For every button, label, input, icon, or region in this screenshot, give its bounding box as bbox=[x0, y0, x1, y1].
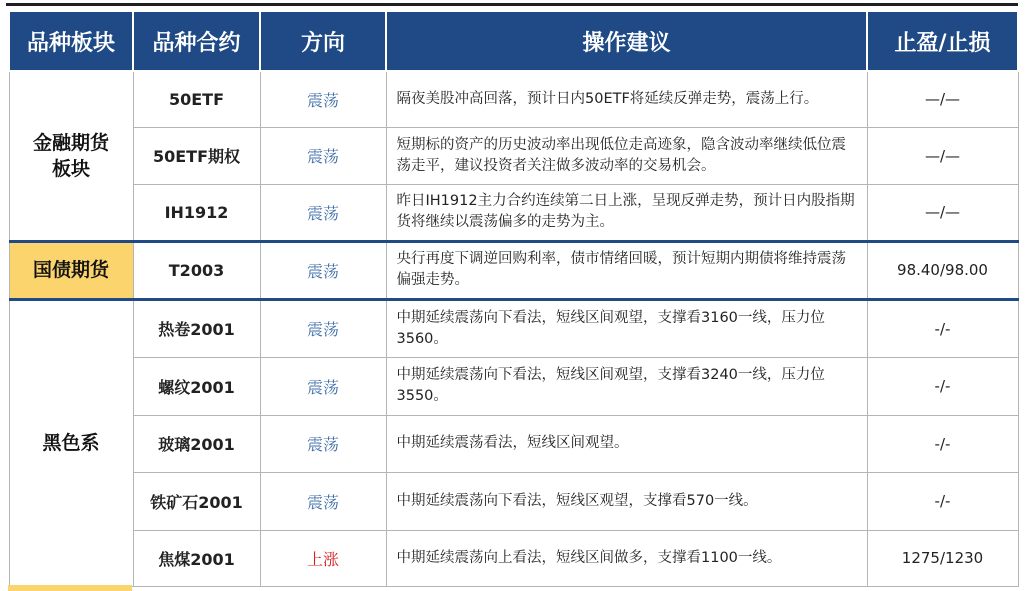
direction-cell: 震荡 bbox=[260, 184, 386, 241]
contract-cell: 玻璃2001 bbox=[133, 415, 260, 472]
header-sector: 品种板块 bbox=[9, 11, 133, 71]
direction-cell: 上涨 bbox=[260, 530, 386, 586]
stop-cell: —/— bbox=[867, 71, 1018, 127]
direction-cell: 震荡 bbox=[260, 472, 386, 530]
trading-advice-table bbox=[8, 10, 1019, 587]
stop-cell: -/- bbox=[867, 415, 1018, 472]
advice-cell: 昨日IH1912主力合约连续第二日上涨，呈现反弹走势，预计日内股指期货将继续以震荡偏多的走势为主。 bbox=[386, 184, 867, 241]
sector-cell-financial: 金融期货 板块 bbox=[9, 71, 133, 241]
direction-cell: 震荡 bbox=[260, 415, 386, 472]
advice-cell: 中期延续震荡向下看法，短线区观望，支撑看570一线。 bbox=[386, 472, 867, 530]
next-sector-edge bbox=[8, 585, 132, 591]
stop-cell: -/- bbox=[867, 357, 1018, 415]
stop-cell: —/— bbox=[867, 127, 1018, 184]
contract-cell: 焦煤2001 bbox=[133, 530, 260, 586]
direction-cell: 震荡 bbox=[260, 71, 386, 127]
contract-cell: T2003 bbox=[133, 241, 260, 299]
table-row bbox=[9, 357, 1018, 415]
advice-cell: 中期延续震荡向下看法，短线区间观望，支撑看3160一线，压力位3560。 bbox=[386, 299, 867, 357]
header-direction: 方向 bbox=[260, 11, 386, 71]
top-rule bbox=[6, 3, 1018, 6]
sector-cell-ferrous: 黑色系 bbox=[9, 299, 133, 586]
table-row bbox=[9, 530, 1018, 586]
advice-cell: 短期标的资产的历史波动率出现低位走高迹象，隐含波动率继续低位震荡走平，建议投资者关注做多波动率的交易机会。 bbox=[386, 127, 867, 184]
header-advice: 操作建议 bbox=[386, 11, 867, 71]
advice-cell: 隔夜美股冲高回落，预计日内50ETF将延续反弹走势，震荡上行。 bbox=[386, 71, 867, 127]
contract-cell: IH1912 bbox=[133, 184, 260, 241]
stop-cell: 1275/1230 bbox=[867, 530, 1018, 586]
table-row bbox=[9, 127, 1018, 184]
advice-cell: 中期延续震荡向下看法，短线区间观望，支撑看3240一线，压力位3550。 bbox=[386, 357, 867, 415]
table-row bbox=[9, 241, 1018, 299]
stop-cell: -/- bbox=[867, 472, 1018, 530]
contract-cell: 50ETF bbox=[133, 71, 260, 127]
table-row bbox=[9, 71, 1018, 127]
table-row bbox=[9, 184, 1018, 241]
direction-cell: 震荡 bbox=[260, 241, 386, 299]
header-contract: 品种合约 bbox=[133, 11, 260, 71]
table-row bbox=[9, 472, 1018, 530]
table-row bbox=[9, 415, 1018, 472]
table-header-row bbox=[9, 11, 1018, 71]
table-row bbox=[9, 299, 1018, 357]
direction-cell: 震荡 bbox=[260, 357, 386, 415]
contract-cell: 50ETF期权 bbox=[133, 127, 260, 184]
stop-cell: -/- bbox=[867, 299, 1018, 357]
contract-cell: 热卷2001 bbox=[133, 299, 260, 357]
stop-cell: 98.40/98.00 bbox=[867, 241, 1018, 299]
direction-cell: 震荡 bbox=[260, 299, 386, 357]
advice-cell: 中期延续震荡向上看法，短线区间做多，支撑看1100一线。 bbox=[386, 530, 867, 586]
sector-cell-bond: 国债期货 bbox=[9, 241, 133, 299]
contract-cell: 螺纹2001 bbox=[133, 357, 260, 415]
advice-cell: 央行再度下调逆回购利率，债市情绪回暖，预计短期内期债将维持震荡偏强走势。 bbox=[386, 241, 867, 299]
contract-cell: 铁矿石2001 bbox=[133, 472, 260, 530]
direction-cell: 震荡 bbox=[260, 127, 386, 184]
header-stop: 止盈/止损 bbox=[867, 11, 1018, 71]
advice-cell: 中期延续震荡看法，短线区间观望。 bbox=[386, 415, 867, 472]
stop-cell: —/— bbox=[867, 184, 1018, 241]
